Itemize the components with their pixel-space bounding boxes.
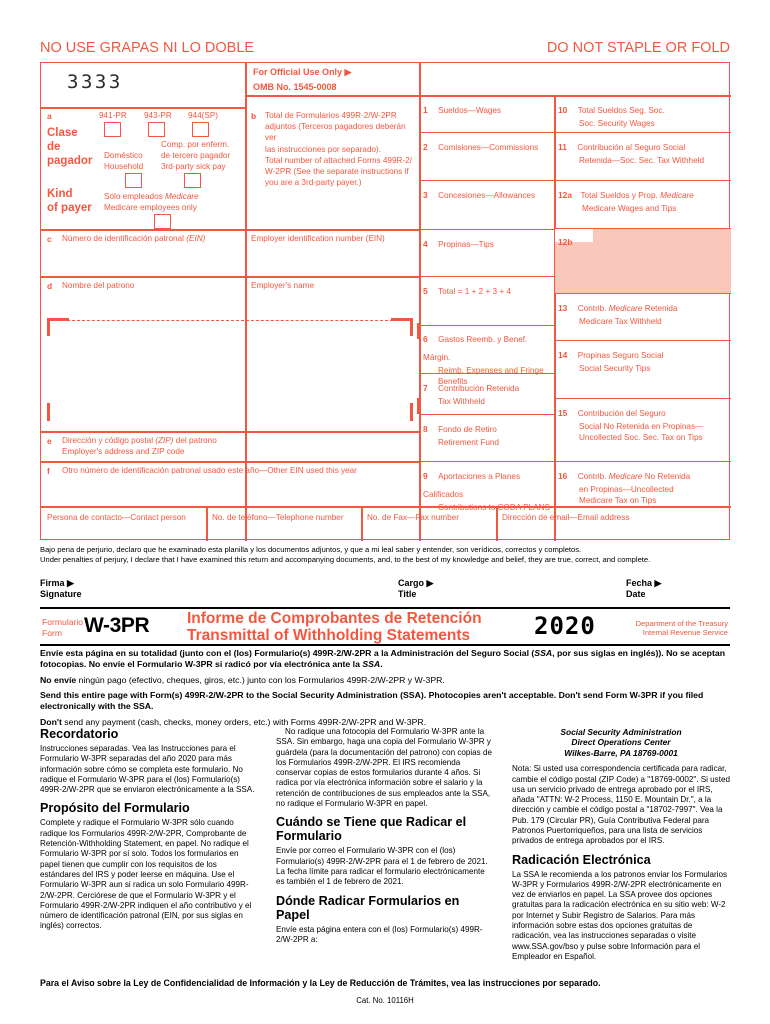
mailing-notices xyxy=(40,648,730,733)
field-13-label-1: Contrib. Medicare Retenida xyxy=(577,304,678,313)
department-line-2: Internal Revenue Service xyxy=(642,628,728,638)
email-label: Dirección de email—Email address xyxy=(502,513,630,522)
field-5-number: 5 xyxy=(423,286,428,296)
form-grid xyxy=(40,62,730,540)
address-line-3: Wilkes-Barre, PA 18769-0001 xyxy=(564,747,678,758)
divider xyxy=(554,180,731,181)
label-household-en: Household xyxy=(104,162,144,171)
field-4[interactable] xyxy=(423,234,494,252)
field-15-number: 15 xyxy=(558,408,568,418)
label-household-es: Doméstico xyxy=(104,151,143,160)
field-1[interactable] xyxy=(423,100,501,118)
instructions-columns xyxy=(40,727,730,967)
field-2-number: 2 xyxy=(423,142,428,152)
field-16[interactable] xyxy=(558,466,734,506)
title-label-en: Title xyxy=(398,589,417,599)
checkbox-label-943pr: 943-PR xyxy=(144,111,172,120)
checkbox-medicare-only[interactable] xyxy=(154,214,171,229)
checkbox-household[interactable] xyxy=(125,173,142,188)
divider xyxy=(41,276,419,278)
field-8-number: 8 xyxy=(423,424,428,434)
instructions-column-2 xyxy=(276,727,494,951)
dashed-separator xyxy=(67,320,393,321)
box-b-label: Total de Formularios 499R-2/W-2PR adjuntos (Terceros pagadores deberán ver las instrucciones por separado). Total number of attached Forms 499R-2/ W-2PR (See the separate instructions if you are a 3rd-party payer.) xyxy=(265,111,412,188)
label-sickpay-es-1: Comp. por enferm. xyxy=(161,140,230,149)
col2-paragraph-3: Envíe esta página entera con el (los) Formulario(s) 499R-2/W-2PR a: xyxy=(276,924,483,944)
field-3-number: 3 xyxy=(423,190,428,200)
box-d-input[interactable] xyxy=(51,323,409,421)
corner-mark xyxy=(47,318,50,336)
field-16-label-3: Medicare Tax on Tips xyxy=(579,496,657,506)
field-13[interactable] xyxy=(558,298,734,327)
checkbox-944sp[interactable] xyxy=(192,122,209,137)
field-10-label-2: Soc. Security Wages xyxy=(579,119,655,128)
box-f-label: Otro número de identificación patronal usado este año—Other EIN used this year xyxy=(62,466,357,475)
form-label-en: Form xyxy=(42,627,63,638)
box-e-label-es: Dirección y código postal (ZIP) del patrono xyxy=(62,436,217,445)
field-15[interactable] xyxy=(558,403,734,443)
field-13-number: 13 xyxy=(558,303,568,313)
title-field[interactable] xyxy=(398,578,433,600)
field-11[interactable] xyxy=(558,137,734,166)
divider xyxy=(554,293,731,294)
divider xyxy=(554,228,731,229)
box-e-letter: e xyxy=(47,436,52,446)
form-label-es: Formulario xyxy=(42,617,84,627)
box-a-title-es-3: pagador xyxy=(47,155,93,167)
col2-paragraph-1: No radique una fotocopia del Formulario W-3PR ante la SSA. Sin embargo, haga una copia del Formulario W-3PR y guárdela (para la documentación del patrono) con copias de los Formularios 499R-2/W-2PR. El IRS recomienda conservar copias de estos formularios durante 4 años. Si radica por vía electrónica información sobre el salario y la retención de contribuciones de sus empleados ante la SSA, no radique el Formulario W-3PR en papel. xyxy=(276,727,492,809)
heading-proposito: Propósito del Formulario xyxy=(40,801,190,816)
signature-field[interactable] xyxy=(40,578,82,600)
perjury-english: Under penalties of perjury, I declare that I have examined this return and accompanying documents, and, to the best of my knowledge and belief, they are true, correct, and complete. xyxy=(40,554,651,564)
corner-mark xyxy=(47,403,50,421)
field-12b-number: 12b xyxy=(558,237,573,247)
field-10-number: 10 xyxy=(558,105,568,115)
field-6-label-2: Reimb. Expenses and Fringe Benefits xyxy=(438,366,544,387)
divider xyxy=(41,461,419,463)
box-d-label-en: Employer's name xyxy=(251,281,314,290)
box-f-letter: f xyxy=(47,466,50,476)
divider xyxy=(245,95,731,97)
ocr-code: 3333 xyxy=(67,71,123,93)
heading-radicacion: Radicación Electrónica xyxy=(512,852,651,867)
contact-person-input[interactable] xyxy=(45,524,203,540)
field-15-label-3: Uncollected Soc. Sec. Tax on Tips xyxy=(579,433,703,443)
date-field[interactable] xyxy=(626,578,661,600)
field-12a[interactable] xyxy=(558,185,734,214)
signature-label-en: Signature xyxy=(40,589,82,599)
field-7-label-2: Tax Withheld xyxy=(438,397,485,406)
perjury-spanish: Bajo pena de perjurio, declaro que he examinado esta planilla y los documentos adjuntos, y que a mi leal saber y entender, son verídicos, correctos y completos. xyxy=(40,545,582,554)
label-sickpay-es-2: de tercero pagador xyxy=(161,151,231,160)
box-a-title-en-1: Kind xyxy=(47,188,73,200)
field-12a-number: 12a xyxy=(558,190,572,200)
corner-mark xyxy=(417,323,421,339)
field-11-number: 11 xyxy=(558,142,567,152)
department-line-1: Department of the Treasury xyxy=(635,619,728,628)
form-title-english: Transmittal of Withholding Statements xyxy=(187,627,471,644)
heading-donde: Dónde Radicar Formularios en Papel xyxy=(276,893,460,922)
box-f-input[interactable] xyxy=(47,478,413,504)
divider xyxy=(554,132,731,133)
official-use-label: For Official Use Only ▶ xyxy=(253,67,352,77)
label-medicare-es: Sólo empleados Medicare xyxy=(104,192,199,201)
telephone-input[interactable] xyxy=(209,524,357,540)
field-13-label-2: Medicare Tax Withheld xyxy=(579,317,662,326)
catalog-number: Cat. No. 10116H xyxy=(356,996,414,1005)
checkbox-label-944sp: 944(SP) xyxy=(188,111,219,120)
address-line-2: Direct Operations Center xyxy=(571,737,671,748)
divider xyxy=(419,180,554,181)
box-b-letter: b xyxy=(251,111,257,121)
notice-3: Send this entire page with Form(s) 499R-2/W-2PR to the Social Security Administration (SSA). Photocopies aren't acceptable. Don't send Form W-3PR if you filed electronically with the SSA. xyxy=(40,690,704,712)
col1-paragraph-2: Complete y radique el Formulario W-3PR sólo cuando radique los Formularios 499R-2/W-2PR, Comprobante de Retención-Withholding Statement, en papel. No radique el Formulario W-3PR por sí solo. Todos los formularios en papel tienen que cumplir con los requisitos de los estándares del IRS y poder leerse en máquina. Use el Formulario W-3PR aun si radica un solo Formulario 499R-2/W-2PR. Cerciórese de que el Formulario W-3PR y el Formulario 499R-2/W-2PR indiquen el año contributivo y el número de identificación patronal (EIN, por sus siglas en inglés) correctos. xyxy=(40,818,252,931)
top-banner xyxy=(40,40,730,58)
col2-paragraph-2: Envíe por correo el Formulario W-3PR con el (los) Formulario(s) 499R-2/W-2PR para el 1 de febrero de 2021. La fecha límite para radicar el formulario electrónicamente es también el 1 de febrero de 2021. xyxy=(276,846,488,887)
box-c-letter: c xyxy=(47,234,52,244)
field-9-label-2: Contributions to CODA PLANS xyxy=(438,503,550,512)
divider xyxy=(206,506,208,541)
signature-label-es: Firma ▶ xyxy=(40,578,74,588)
label-sickpay-en: 3rd-party sick pay xyxy=(161,162,226,171)
field-4-number: 4 xyxy=(423,239,428,249)
date-label-en: Date xyxy=(626,589,646,599)
divider xyxy=(41,431,419,433)
field-2[interactable] xyxy=(423,137,538,155)
col3-note: Nota: Si usted usa correspondencia certificada para radicar, cambie el código postal (ZIP Code) a "18769-0002". Si usted usa un servicio privado de entrega aprobado por el IRS, añada "ATTN: W-2 Process, 1150 E. Mountain Dr.", a la dirección y cambie el código postal a "18702-7997". Vea la Pub. 179 (Circular PR), Guía Contributiva Federal para Patronos Puertorriqueños, para una lista de servicios privados de entrega aprobados por el IRS. xyxy=(512,764,730,846)
checkbox-sickpay[interactable] xyxy=(184,173,201,188)
field-7-number: 7 xyxy=(423,383,428,393)
divider xyxy=(419,229,554,230)
field-9[interactable] xyxy=(423,466,557,513)
date-label-es: Fecha ▶ xyxy=(626,578,662,588)
field-7[interactable] xyxy=(423,378,555,407)
field-16-number: 16 xyxy=(558,471,568,481)
field-11-label-1: Contribución al Seguro Social xyxy=(577,143,686,152)
field-2-label: Comisiones—Commissions xyxy=(438,143,539,152)
checkbox-label-941pr: 941-PR xyxy=(99,111,127,120)
box-a-letter: a xyxy=(47,111,52,121)
field-14-label-2: Social Security Tips xyxy=(579,364,651,373)
divider xyxy=(41,107,245,109)
field-3-label: Concesiones—Allowances xyxy=(438,191,536,200)
field-14-number: 14 xyxy=(558,350,568,360)
field-7-label-1: Contribución Retenida xyxy=(438,384,520,393)
email-input[interactable] xyxy=(499,524,727,540)
privacy-act-notice: Para el Aviso sobre la Ley de Confidencialidad de Información y la Ley de Reducción de Trámites, vea las instrucciones por separado. xyxy=(40,978,601,988)
department-label xyxy=(636,619,728,638)
divider xyxy=(361,506,363,541)
divider xyxy=(419,63,421,541)
box-b-input[interactable] xyxy=(251,173,415,228)
fax-label: No. de Fax—Fax number xyxy=(367,513,459,522)
title-label-es: Cargo ▶ xyxy=(398,578,434,588)
field-9-number: 9 xyxy=(423,471,428,481)
field-10[interactable] xyxy=(558,100,730,129)
notice-2: No envíe ningún pago (efectivo, cheques, giros, etc.) junto con los Formularios 499R-2/W-2PR y W-3PR. xyxy=(40,674,445,685)
box-d-label-es: Nombre del patrono xyxy=(62,281,135,290)
notice-4: Don't send any payment (cash, checks, money orders, etc.) with Forms 499R-2/W-2PR and W-3PR. xyxy=(40,716,427,727)
field-8[interactable] xyxy=(423,419,555,448)
field-14-label-1: Propinas Seguro Social xyxy=(577,351,664,360)
col3-paragraph-2: La SSA le recomienda a los patronos enviar los Formularios W-3PR y Formularios 499R-2/W-2PR electrónicamente en vez de enviarlos en papel. La SSA provee dos opciones gratuitas para la radicación electrónica en su sitio web: W-2 por Internet y Subir Registro de Salarios. Para más información sobre estas dos opciones gratuitas de radicación, vea las instrucciones separadas o visite www.SSA.gov/bso y pulse sobre Información para el Empleador en Español. xyxy=(512,869,728,961)
divider xyxy=(419,276,554,277)
box-c-input[interactable] xyxy=(47,247,413,275)
corner-mark xyxy=(410,403,413,421)
box-a-title-es-1: Clase xyxy=(47,127,78,139)
address-line-1: Social Security Administration xyxy=(560,727,682,737)
box-e-label-en: Employer's address and ZIP code xyxy=(62,447,185,456)
field-12a-label-2: Medicare Wages and Tips xyxy=(582,204,677,213)
field-4-label: Propinas—Tips xyxy=(438,240,494,249)
perjury-statement xyxy=(40,545,730,564)
divider xyxy=(419,132,554,133)
divider xyxy=(554,461,731,462)
field-16-label-2: en Propinas—Uncollected xyxy=(579,485,674,494)
field-14[interactable] xyxy=(558,345,734,374)
form-number: W-3PR xyxy=(84,614,150,637)
field-6-number: 6 xyxy=(423,334,428,344)
form-title-spanish: Informe de Comprobantes de Retención xyxy=(187,610,482,627)
field-15-label-2: Social No Retenida en Propinas— xyxy=(579,422,704,431)
field-1-label: Sueldos—Wages xyxy=(438,106,502,115)
box-a-title-en-2: of payer xyxy=(47,202,92,214)
corner-mark xyxy=(410,318,413,336)
field-16-label-1: Contrib. Medicare No Retenida xyxy=(577,472,691,481)
corner-mark xyxy=(417,398,421,414)
field-9-label-1: Aportaciones a Planes Calificados xyxy=(423,472,521,499)
omb-number: OMB No. 1545-0008 xyxy=(253,82,337,92)
checkbox-943pr[interactable] xyxy=(148,122,165,137)
checkbox-941pr[interactable] xyxy=(104,122,121,137)
banner-text-spanish: NO USE GRAPAS NI LO DOBLE xyxy=(40,40,255,56)
heading-cuando: Cuándo se Tiene que Radicar el Formulario xyxy=(276,815,467,844)
field-5[interactable] xyxy=(423,281,511,299)
box-c-label-es: Número de identificación patronal (EIN) xyxy=(62,234,206,243)
form-label xyxy=(42,617,83,638)
notice-1: Envíe esta página en su totalidad (junto con el (los) Formulario(s) 499R-2/W-2PR a la Administración del Seguro Social (SSA, por sus siglas en inglés)). No se aceptan fotocopias. No envíe el Formulario W-3PR si radicó por vía electrónica ante la SSA. xyxy=(40,648,726,669)
field-11-label-2: Retenida—Soc. Sec. Tax Withheld xyxy=(579,156,704,165)
field-8-label-2: Retirement Fund xyxy=(438,438,499,447)
box-a-title-es-2: de xyxy=(47,141,61,153)
divider xyxy=(419,414,554,415)
field-10-label-1: Total Sueldos Seg. Soc. xyxy=(577,106,665,115)
field-15-label-1: Contribución del Seguro xyxy=(577,409,666,418)
signature-row xyxy=(40,578,730,606)
field-8-label-1: Fondo de Retiro xyxy=(438,425,497,434)
fax-input[interactable] xyxy=(364,524,492,540)
divider xyxy=(419,325,554,326)
divider xyxy=(245,63,247,107)
divider xyxy=(554,340,731,341)
field-12a-label-1: Total Sueldos y Prop. Medicare xyxy=(580,191,694,200)
field-5-label: Total = 1 + 2 + 3 + 4 xyxy=(438,287,511,296)
col1-paragraph-1: Instrucciones separadas. Vea las Instrucciones para el Formulario W-3PR separadas del año 2020 para más información sobre cómo se completa este formulario. No radique el Formulario W-3PR para el (los) Formulario(s) 499R-2/W-2PR que se enviaron electrónicamente a la SSA. xyxy=(40,744,255,795)
divider xyxy=(419,461,554,462)
instructions-column-3 xyxy=(512,727,730,968)
instructions-column-1 xyxy=(40,727,258,938)
tax-year: 2020 xyxy=(534,612,596,640)
divider xyxy=(41,229,419,231)
corner-mark xyxy=(47,318,69,321)
field-6-label-1: Gastos Reemb. y Benef. Márgin. xyxy=(423,335,528,362)
telephone-label: No. de teléfono—Telephone number xyxy=(212,513,344,522)
field-1-number: 1 xyxy=(423,105,428,115)
mailing-address xyxy=(512,727,730,758)
form-title-band xyxy=(40,609,730,644)
box-d-letter: d xyxy=(47,281,53,291)
contact-person-label: Persona de contacto—Contact person xyxy=(47,513,186,522)
field-3[interactable] xyxy=(423,185,535,203)
heading-recordatorio: Recordatorio xyxy=(40,727,119,741)
divider xyxy=(554,398,731,399)
box-c-label-en: Employer identification number (EIN) xyxy=(251,234,385,243)
label-medicare-en: Medicare employees only xyxy=(104,203,197,212)
field-12b[interactable] xyxy=(558,232,734,250)
banner-text-english: DO NOT STAPLE OR FOLD xyxy=(546,40,730,56)
